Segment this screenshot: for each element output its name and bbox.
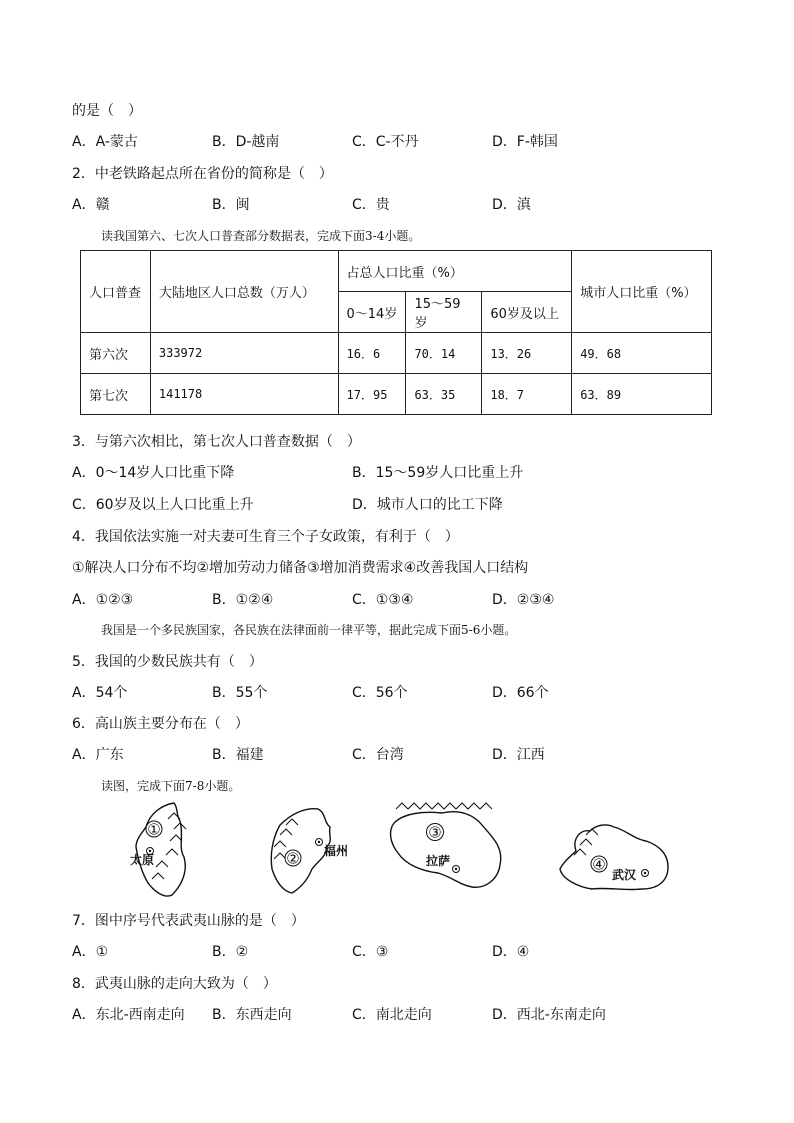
map-3-city: 拉萨 (426, 854, 451, 868)
row-age-0-14: 16．6 (338, 333, 406, 374)
row-age-15-59: 70．14 (406, 333, 482, 374)
map-1-city: 太原 (130, 853, 155, 867)
q1-stem-tail: 的是（ ） (72, 103, 142, 119)
q1-option-b[interactable]: B．D-越南 (212, 134, 280, 150)
q3-option-b[interactable]: B．15～59岁人口比重上升 (352, 465, 524, 481)
row-census-name: 第六次 (81, 333, 151, 374)
map-2-number: ② (286, 849, 300, 868)
intro-5-6: 我国是一个多民族国家，各民族在法律面前一律平等，据此完成下面5-6小题。 (101, 623, 517, 637)
row-age-60-plus: 13．26 (482, 333, 572, 374)
header-total-population: 大陆地区人口总数（万人） (150, 251, 338, 333)
q2-option-a[interactable]: A．赣 (72, 197, 110, 213)
intro-3-4: 读我国第六、七次人口普查部分数据表，完成下面3-4小题。 (101, 229, 421, 243)
census-table (80, 250, 712, 415)
map-2-fujian (271, 809, 348, 893)
q8-option-c[interactable]: C．南北走向 (352, 1007, 432, 1023)
q6-option-a[interactable]: A．广东 (72, 747, 124, 763)
q2-option-b[interactable]: B．闽 (212, 197, 250, 213)
q5-option-c[interactable]: C．56个 (352, 685, 408, 701)
q1-option-c[interactable]: C．C-不丹 (352, 134, 419, 150)
row-age-15-59: 63．35 (406, 374, 482, 415)
header-age-60-plus: 60岁及以上 (482, 292, 572, 333)
q6-option-c[interactable]: C．台湾 (352, 747, 404, 763)
q4-option-c[interactable]: C．①③④ (352, 592, 414, 608)
q4-option-d[interactable]: D．②③④ (492, 592, 555, 608)
q7-stem: 7．图中序号代表武夷山脉的是（ ） (72, 913, 305, 929)
q4-option-b[interactable]: B．①②④ (212, 592, 274, 608)
row-age-0-14: 17．95 (338, 374, 406, 415)
map-4-hubei (560, 825, 668, 890)
q7-option-a[interactable]: A．① (72, 944, 109, 960)
map-3-tibet (391, 803, 501, 887)
map-2-city: 福州 (324, 844, 349, 858)
row-total: 141178 (150, 374, 338, 415)
q8-stem: 8．武夷山脉的走向大致为（ ） (72, 976, 277, 992)
row-urban: 49．68 (572, 333, 712, 374)
province-maps-figure (112, 795, 692, 905)
q5-option-b[interactable]: B．55个 (212, 685, 268, 701)
q1-option-a[interactable]: A．A-蒙古 (72, 134, 138, 150)
q2-option-c[interactable]: C．贵 (352, 197, 390, 213)
q5-option-a[interactable]: A．54个 (72, 685, 128, 701)
intro-7-8: 读图，完成下面7-8小题。 (101, 779, 241, 793)
map-4-number: ④ (592, 855, 606, 874)
header-age-15-59: 15～59岁 (406, 292, 482, 333)
q5-stem: 5．我国的少数民族共有（ ） (72, 654, 263, 670)
row-census-name: 第七次 (81, 374, 151, 415)
q3-option-c[interactable]: C．60岁及以上人口比重上升 (72, 497, 254, 513)
q7-option-d[interactable]: D．④ (492, 944, 530, 960)
table-row (81, 333, 712, 374)
table-row (81, 374, 712, 415)
q1-option-d[interactable]: D．F-韩国 (492, 134, 558, 150)
map-3-number: ③ (428, 823, 442, 842)
q7-option-b[interactable]: B．② (212, 944, 249, 960)
row-urban: 63．89 (572, 374, 712, 415)
q8-option-b[interactable]: B．东西走向 (212, 1007, 292, 1023)
q5-option-d[interactable]: D．66个 (492, 685, 549, 701)
q4-option-a[interactable]: A．①②③ (72, 592, 134, 608)
q3-option-d[interactable]: D．城市人口的比工下降 (352, 497, 503, 513)
header-census: 人口普查 (81, 251, 151, 333)
map-4-city: 武汉 (612, 868, 637, 882)
q4-stem: 4．我国依法实施一对夫妻可生育三个子女政策，有利于（ ） (72, 529, 459, 545)
q8-option-a[interactable]: A．东北-西南走向 (72, 1007, 185, 1023)
row-age-60-plus: 18．7 (482, 374, 572, 415)
q7-option-c[interactable]: C．③ (352, 944, 389, 960)
q6-option-b[interactable]: B．福建 (212, 747, 264, 763)
q6-stem: 6．高山族主要分布在（ ） (72, 716, 249, 732)
map-1-number: ① (147, 820, 161, 839)
header-age-0-14: 0～14岁 (338, 292, 406, 333)
row-total: 333972 (150, 333, 338, 374)
q3-option-a[interactable]: A．0～14岁人口比重下降 (72, 465, 235, 481)
q6-option-d[interactable]: D．江西 (492, 747, 545, 763)
table-header-row (81, 251, 712, 292)
q2-option-d[interactable]: D．滇 (492, 197, 531, 213)
header-age-share: 占总人口比重（%） (338, 251, 572, 292)
map-1-shanxi (130, 803, 186, 896)
q8-option-d[interactable]: D．西北-东南走向 (492, 1007, 606, 1023)
q2-stem: 2．中老铁路起点所在省份的简称是（ ） (72, 166, 333, 182)
q4-choices: ①解决人口分布不均②增加劳动力储备③增加消费需求④改善我国人口结构 (72, 560, 529, 576)
header-urban-share: 城市人口比重（%） (572, 251, 712, 333)
q3-stem: 3．与第六次相比，第七次人口普查数据（ ） (72, 434, 361, 450)
